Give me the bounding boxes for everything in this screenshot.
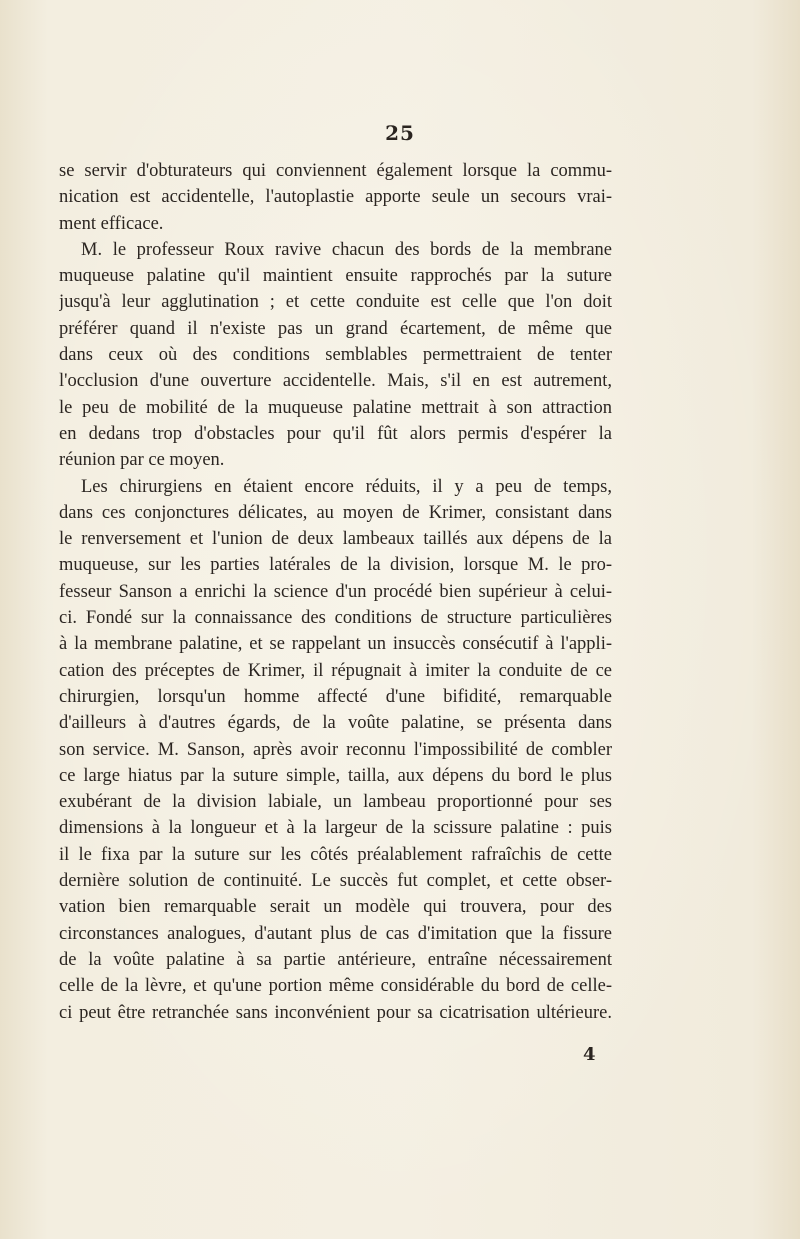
- text-line: cation des préceptes de Krimer, il répugnait à imiter la conduite de ce: [59, 660, 612, 681]
- text-line: vation bien remarquable serait un modèle qui trouvera, pour des: [59, 897, 612, 918]
- text-line: celle de la lèvre, et qu'une portion même considérable du bord de celle-: [59, 976, 612, 997]
- text-line: nication est accidentelle, l'autoplastie apporte seule un secours vrai-: [59, 187, 612, 208]
- page-number: 25: [385, 121, 415, 145]
- text-line: ment efficace.: [59, 213, 164, 234]
- text-line: dans ceux où des conditions semblables permettraient de tenter: [59, 345, 612, 366]
- text-line: il le fixa par la suture sur les côtés préalablement rafraîchis de cette: [59, 844, 612, 865]
- text-line: ci peut être retranchée sans inconvénient pour sa cicatrisation ultérieure.: [59, 1002, 612, 1023]
- text-line: l'occlusion d'une ouverture accidentelle. Mais, s'il en est autrement,: [59, 371, 612, 392]
- text-line: en dedans trop d'obstacles pour qu'il fût alors permis d'espérer la: [59, 423, 612, 444]
- text-line: Les chirurgiens en étaient encore réduits, il y a peu de temps,: [81, 476, 612, 497]
- text-line: dimensions à la longueur et à la largeur de la scissure palatine : puis: [59, 818, 612, 839]
- text-line: le peu de mobilité de la muqueuse palatine mettrait à son attraction: [59, 397, 612, 418]
- text-line: préférer quand il n'existe pas un grand écartement, de même que: [59, 318, 612, 339]
- body-text: [59, 158, 612, 1026]
- text-line: se servir d'obturateurs qui conviennent également lorsque la commu-: [59, 161, 612, 181]
- text-line: de la voûte palatine à sa partie antérieure, entraîne nécessairement: [59, 949, 612, 970]
- text-line: le renversement et l'union de deux lambeaux taillés aux dépens de la: [59, 529, 612, 550]
- text-line: réunion par ce moyen.: [59, 450, 225, 471]
- text-line: d'ailleurs à d'autres égards, de la voûte palatine, se présenta dans: [59, 713, 612, 734]
- signature-mark: 4: [583, 1044, 596, 1065]
- text-line: M. le professeur Roux ravive chacun des bords de la membrane: [81, 239, 612, 260]
- text-line: jusqu'à leur agglutination ; et cette conduite est celle que l'on doit: [59, 292, 612, 313]
- text-line: dernière solution de continuité. Le succès fut complet, et cette obser-: [59, 871, 612, 892]
- text-line: ci. Fondé sur la connaissance des conditions de structure particulières: [59, 608, 612, 629]
- text-line: circonstances analogues, d'autant plus de cas d'imitation que la fissure: [59, 923, 612, 944]
- text-line: chirurgien, lorsqu'un homme affecté d'une bifidité, remarquable: [59, 686, 612, 707]
- text-line: exubérant de la division labiale, un lambeau proportionné pour ses: [59, 792, 612, 813]
- text-line: ce large hiatus par la suture simple, tailla, aux dépens du bord le plus: [59, 765, 612, 786]
- text-line: fesseur Sanson a enrichi la science d'un procédé bien supérieur à celui-: [59, 581, 612, 602]
- text-line: muqueuse palatine qu'il maintient ensuite rapprochés par la suture: [59, 266, 612, 287]
- text-line: dans ces conjonctures délicates, au moyen de Krimer, consistant dans: [59, 502, 612, 523]
- text-line: son service. M. Sanson, après avoir reconnu l'impossibilité de combler: [59, 739, 612, 760]
- text-line: à la membrane palatine, et se rappelant un insuccès consécutif à l'appli-: [59, 634, 612, 655]
- text-line: muqueuse, sur les parties latérales de la division, lorsque M. le pro-: [59, 555, 612, 576]
